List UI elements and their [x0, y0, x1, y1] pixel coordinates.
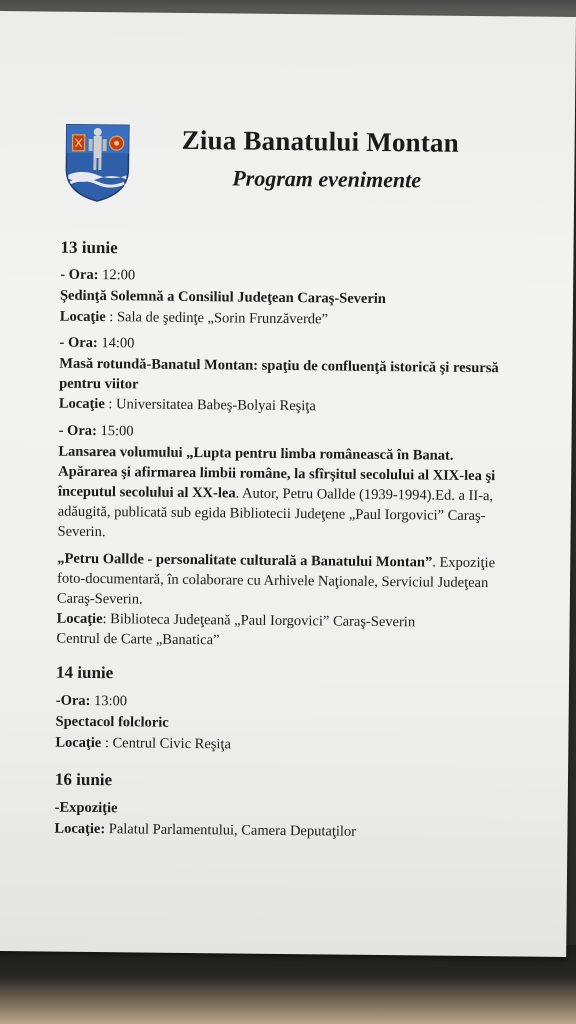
day-heading: 13 iunie [60, 237, 118, 258]
event-description: foto-documentară, în colaborare cu Arhivele Naţionale, Serviciul Judeţean [56, 570, 489, 592]
event-time: - Ora: 14:00 [59, 334, 135, 352]
event-location: Locaţie : Universitatea Babeş-Bolyai Reşiţa [58, 395, 316, 415]
day-heading: 14 iunie [55, 662, 114, 683]
paper-sheet [0, 11, 576, 957]
table-surface-bottom [0, 945, 576, 1024]
event-title: -Expoziţie [54, 799, 118, 817]
event-time: - Ora: 12:00 [60, 266, 136, 284]
event-time: -Ora: 13:00 [55, 692, 128, 710]
day-heading: 16 iunie [54, 769, 113, 790]
event-location: Locaţie: Biblioteca Judeţeană „Paul Iorgovici” Caraş-Severin [56, 610, 416, 631]
event-location: Locaţie: Palatul Parlamentului, Camera Deputaţilor [54, 820, 357, 840]
county-coat-of-arms-icon [64, 123, 131, 204]
event-title: Lansarea volumului „Lupta pentru limba românească în Banat. [58, 443, 454, 464]
event-description: începutul secolului al XX-lea. Autor, Petru Oallde (1939-1994).Ed. a II-a, [57, 483, 494, 505]
event-description: Severin. [57, 523, 106, 541]
event-title: Masă rotundă-Banatul Montan: spaţiu de confluenţă istorică şi resursă [59, 355, 499, 377]
event-description: adăugită, publicată sub egida Bibliotecii Judeţene „Paul Iorgovici” Caraş- [57, 503, 486, 525]
document-content [0, 11, 576, 957]
page-title: Ziua Banatului Montan [181, 124, 460, 158]
page-subtitle: Program evenimente [232, 165, 422, 193]
event-location: Locaţie : Sala de şedinţe „Sorin Frunzăverde” [59, 308, 329, 328]
event-location: Centrul de Carte „Banatica” [56, 630, 220, 649]
event-title: pentru viitor [59, 375, 139, 393]
event-location: Locaţie : Centrul Civic Reşiţa [55, 734, 232, 753]
event-title: Spectacol folcloric [55, 713, 169, 731]
event-description: „Petru Oallde - personalitate culturală a Banatului Montan”. Expoziţie [57, 550, 496, 572]
event-description: Caraş-Severin. [56, 590, 143, 608]
event-title: Şedinţă Solemnă a Consiliul Judeţean Caraş-Severin [59, 287, 386, 308]
event-title: Apărarea şi afirmarea limbii române, la sfîrşitul secolului al XIX-lea şi [58, 463, 496, 485]
event-time: - Ora: 15:00 [58, 422, 134, 440]
